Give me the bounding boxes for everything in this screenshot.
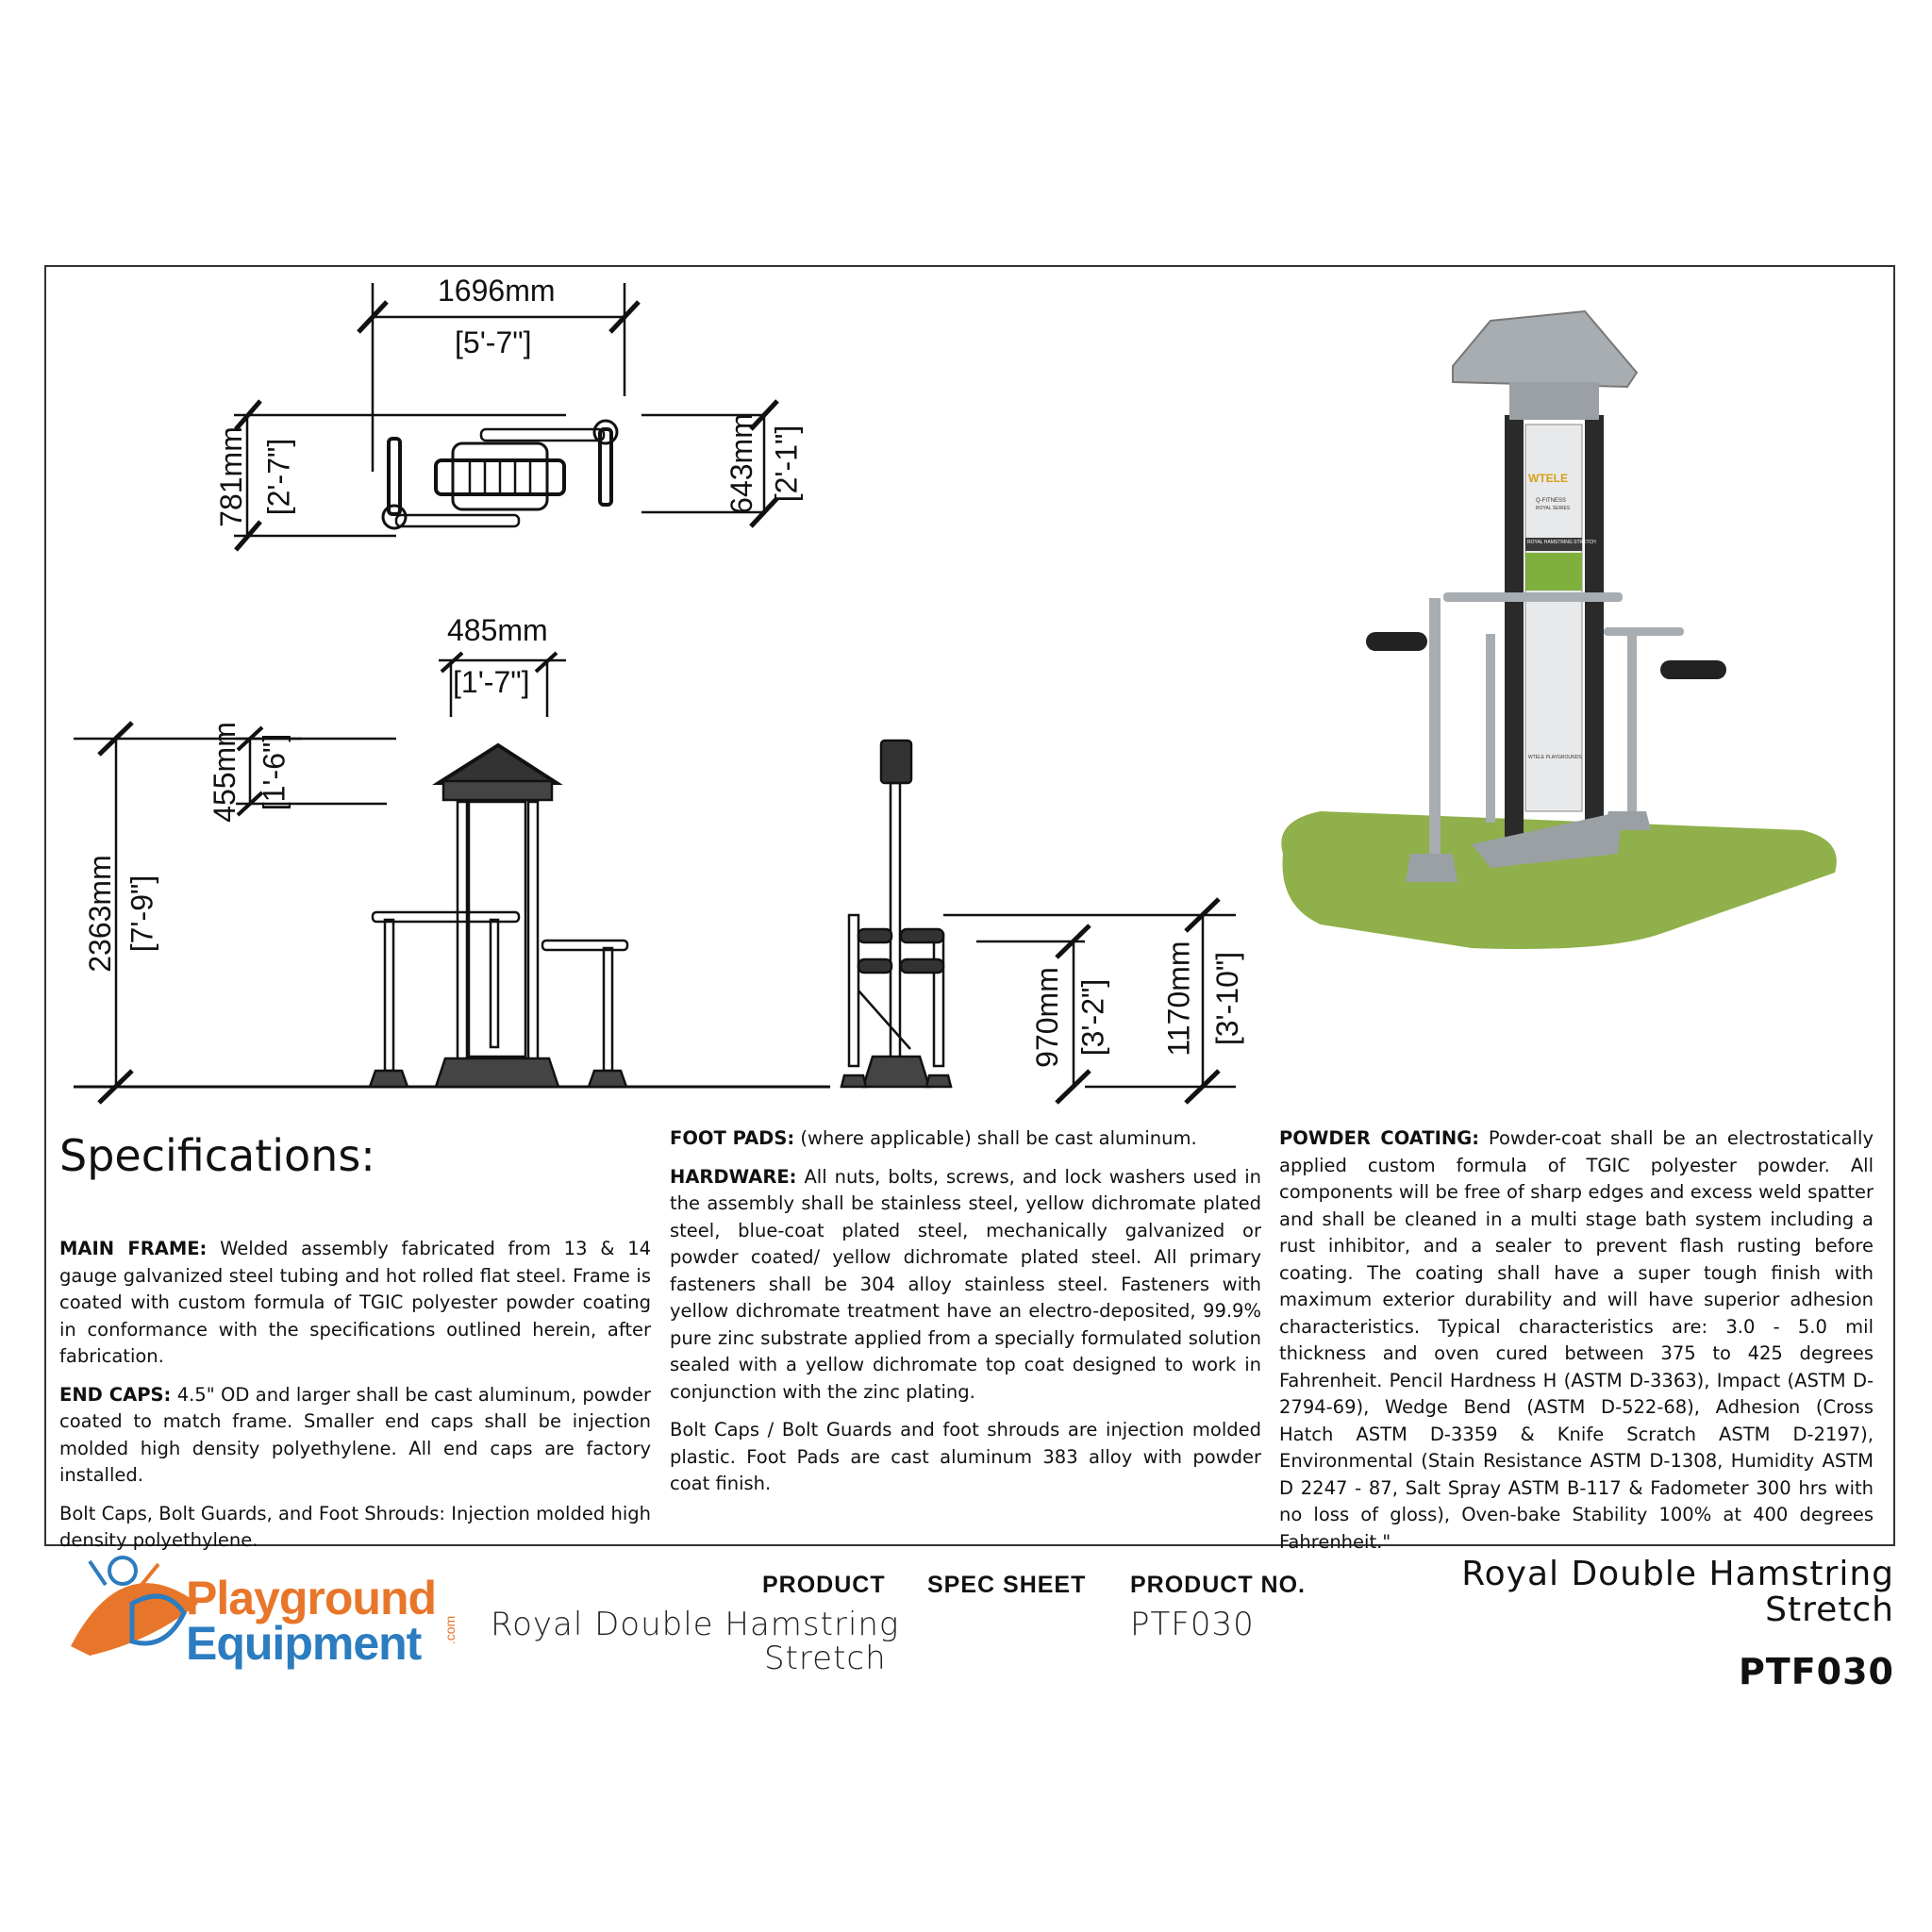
product-title: [1461, 1557, 1894, 1628]
dim-handle-height-ft: [3'-2"]: [1075, 978, 1110, 1057]
spec-foot-pads: FOOT PADS: (where applicable) shall be cast aluminum.: [670, 1127, 1197, 1149]
product-no-value: PTF030: [1130, 1606, 1255, 1643]
product-title-line2: Stretch: [1765, 1591, 1894, 1629]
product-no-label: PRODUCT NO.: [1130, 1572, 1306, 1598]
logo-figure: [71, 1557, 198, 1656]
logo-text-equipment: Equipment: [186, 1617, 422, 1670]
dim-roof-width-mm: 485mm: [447, 613, 548, 647]
dim-handle-height-mm: 970mm: [1029, 967, 1064, 1068]
sign-footer: WTELE PLAYGROUNDS: [1528, 755, 1582, 760]
product-value-line1: Royal Double Hamstring: [491, 1606, 900, 1643]
dim-top-right-ft: [2'-1"]: [769, 425, 804, 503]
product-illustration: [1281, 311, 1836, 949]
specs-column-3: [1279, 1125, 1874, 1567]
product-label: PRODUCT: [762, 1572, 886, 1598]
sign-line2: ROYAL SERIES: [1536, 506, 1571, 511]
spec-end-caps: END CAPS: 4.5" OD and larger shall be cast aluminum, powder coated to match frame. Smaller end caps shall be injection molded high density polyethylene. All end caps are factory installed.: [59, 1383, 651, 1486]
spec-main-frame: MAIN FRAME: Welded assembly fabricated from 13 & 14 gauge galvanized steel tubing and hot rolled flat steel. Frame is coated with custom formula of TGIC polyester powder coating in conformance with the specifications outlined herein, after fabrication.: [59, 1238, 652, 1367]
spec-hardware: HARDWARE: All nuts, bolts, screws, and lock washers used in the assembly shall be stainless steel, yellow dichromate plated steel, blue-coat plated steel, mechanically galvanized or powder coated/ yellow dichromate plated steel. All primary fasteners shall be 304 alloy stainless steel. Fasteners with yellow dichromate treatment have an electro-deposited, 99.9% pure zinc substrate applied from a specially formulated solution sealed with a yellow dichromate top coat designed to work in conjunction with the zinc plating.: [670, 1165, 1261, 1403]
dim-top-left-ft: [2'-7"]: [261, 438, 296, 516]
dim-roof-width-ft: [1'-7"]: [453, 665, 530, 699]
dim-bar-height-mm: 1170mm: [1161, 941, 1196, 1057]
logo-text-com: .com: [442, 1615, 458, 1645]
spec-bolt-guards: Bolt Caps / Bolt Guards and foot shrouds are injection molded plastic. Foot Pads are cast aluminum 383 alloy with powder coat finish.: [670, 1419, 1261, 1494]
product-title-line1: Royal Double Hamstring: [1461, 1555, 1894, 1593]
spec-sheet-label: SPEC SHEET: [927, 1572, 1087, 1598]
dim-roof-height-ft: [1'-6"]: [257, 733, 291, 811]
product-value-line2: Stretch: [764, 1640, 887, 1677]
sign-line1: Q-FITNESS: [1536, 498, 1567, 504]
sign-banner: ROYAL HAMSTRING STRETCH: [1527, 540, 1596, 545]
product-code: PTF030: [1738, 1651, 1894, 1692]
spec-powder-coating: POWDER COATING: Powder-coat shall be an electrostatically applied custom formula of TGIC polyester powder. All components will be free of sharp edges and excess weld spatter and shall be cleaned in a multi stage bath system including a rust inhibitor, and a sealer to prevent flash rusting before coating. The coating shall have a super tough finish with maximum exterior durability and will have superior adhesion characteristics. Typical characteristics are: 3.0 - 5.0 mil thickness and oven cured between 375 to 425 degrees Fahrenheit. Pencil Hardness H (ASTM D-3363), Impact (ASTM D-2794-69), Wedge Bend (ASTM D-522-68), Adhesion (Cross Hatch ASTM D-3359 & Knife Scratch ASTM D-2197), Environmental (Stain Resistance ASTM D-1308, Humidity ASTM D 2247 - 87, Salt Spray ASTM B-117 & Fadometer 300 hrs with no loss of gloss), Oven-bake Stability 100% at 400 degrees Fahrenheit.": [1279, 1127, 1874, 1553]
specifications-heading: Specifications:: [59, 1130, 375, 1181]
logo-text-playground: Playground: [186, 1572, 437, 1624]
specs-column-1: [59, 1236, 651, 1566]
dim-top-left-mm: 781mm: [213, 426, 248, 527]
dim-roof-height-mm: 455mm: [207, 722, 242, 823]
dim-total-height-ft: [7'-9"]: [125, 874, 159, 953]
dim-bar-height-ft: [3'-10"]: [1210, 951, 1245, 1046]
sign-brand: WTELE: [1528, 472, 1568, 485]
dim-total-height-mm: 2363mm: [82, 855, 117, 973]
dim-top-right-mm: 643mm: [724, 413, 758, 514]
dim-top-width-ft: [5'-7"]: [455, 325, 532, 359]
specs-column-2: [670, 1125, 1261, 1509]
dim-top-width-mm: 1696mm: [438, 274, 556, 308]
spec-bolt-caps: Bolt Caps, Bolt Guards, and Foot Shrouds: Injection molded high density polyethylene.: [59, 1502, 651, 1551]
